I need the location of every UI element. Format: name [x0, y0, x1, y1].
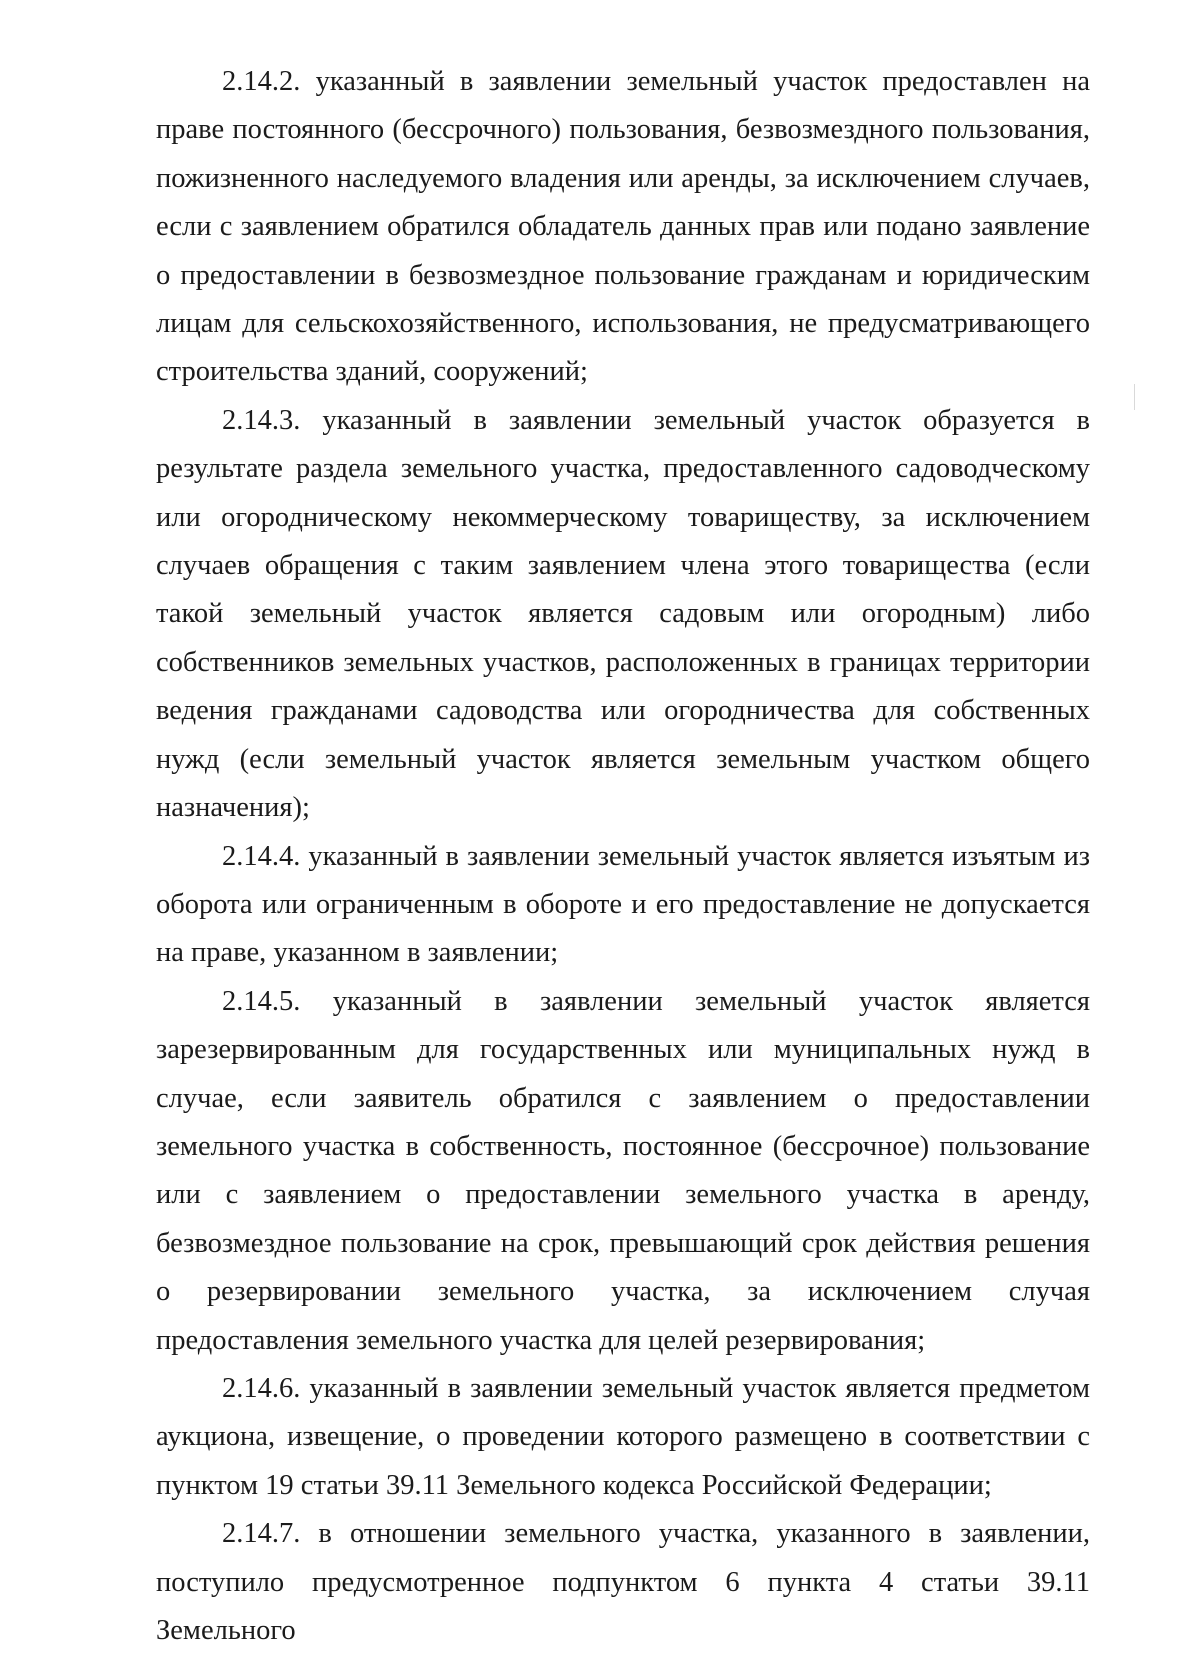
paragraph-2-14-2: 2.14.2. указанный в заявлении земельный участок предоставлен на праве постоянного (бессрочного) пользования, безвозмездного пользования, пожизненного наследуемого владения или аренды, за исключением случаев, если с заявлением обратился обладатель данных прав или подано заявление о предоставлении в безвозмездное пользование гражданам и юридическим лицам для сельскохозяйственного, использования, не предусматривающего строительства зданий, сооружений;: [156, 66, 1090, 388]
paragraph-2-14-3: 2.14.3. указанный в заявлении земельный участок образуется в результате раздела земельного участка, предоставленного садоводческому или огородническому некоммерческому товариществу, за исключением случаев обращения с таким заявлением члена этого товарищества (если такой земельный участок является садовым или огородным) либо собственников земельных участков, расположенных в границах территории ведения гражданами садоводства или огородничества для собственных нужд (если земельный участок является земельным участком общего назначения);: [156, 404, 1090, 824]
paragraph-2-14-6: 2.14.6. указанный в заявлении земельный участок является предметом аукциона, извещение, о проведении которого размещено в соответствии с пунктом 19 статьи 39.11 Земельного кодекса Российской Федерации;: [156, 1372, 1090, 1501]
paragraph-2-14-4: 2.14.4. указанный в заявлении земельный участок является изъятым из оборота или ограниченным в обороте и его предоставление не допускается на праве, указанном в заявлении;: [156, 840, 1090, 969]
paragraph-2-14-5: 2.14.5. указанный в заявлении земельный участок является зарезервированным для государственных или муниципальных нужд в случае, если заявитель обратился с заявлением о предоставлении земельного участка в собственность, постоянное (бессрочное) пользование или с заявлением о предоставлении земельного участка в аренду, безвозмездное пользование на срок, превышающий срок действия решения о резервировании земельного участка, за исключением случая предоставления земельного участка для целей резервирования;: [156, 985, 1090, 1356]
document-body: [156, 58, 1090, 1655]
paragraph-2-14-7: 2.14.7. в отношении земельного участка, указанного в заявлении, поступило предусмотренное подпунктом 6 пункта 4 статьи 39.11 Земельного: [156, 1518, 1090, 1646]
scan-artifact: [1134, 384, 1135, 410]
